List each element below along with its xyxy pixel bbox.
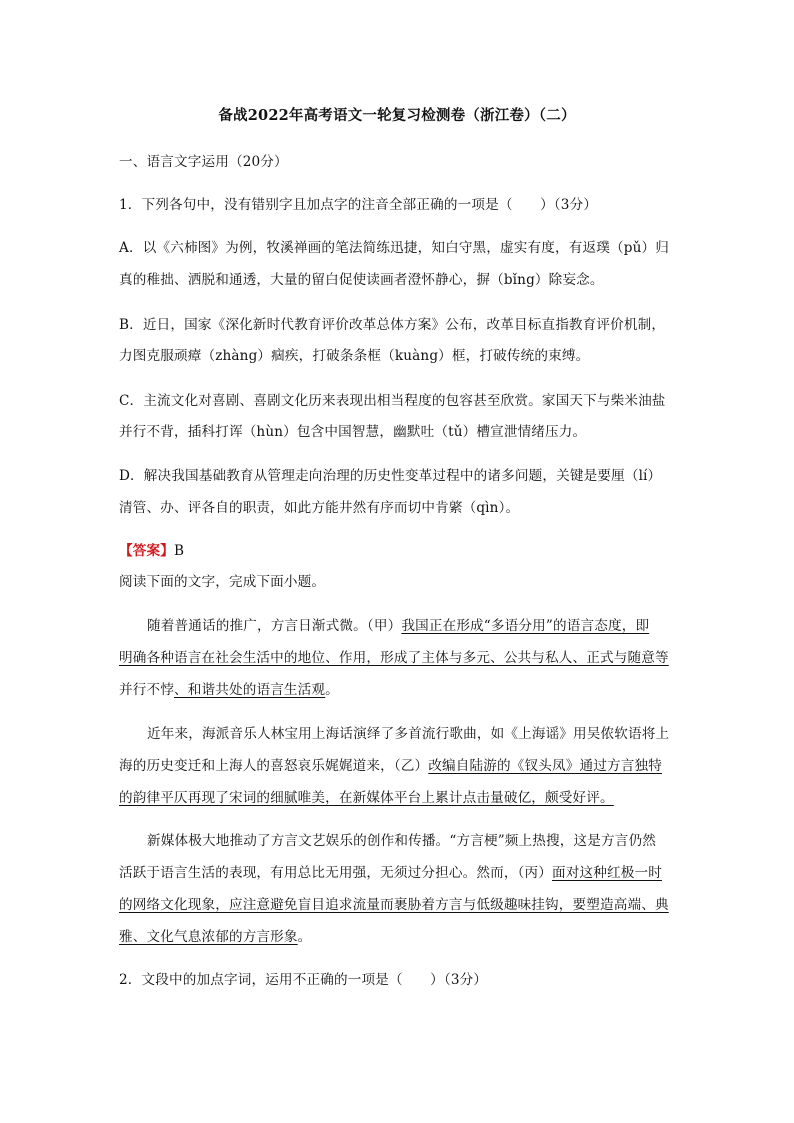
underlined-sentence-a: 我国正在形成“多语分用”的语言态度，即 [401, 618, 650, 634]
paragraph-2-line-2 [119, 754, 662, 774]
underlined-sentence-b-cont: 的韵律平仄再现了宋词的细腻唯美，在新媒体平台上累计点击量破亿，颇受好评。 [119, 790, 614, 806]
paragraph-1-line-3 [119, 678, 339, 698]
answer-label: 【答案】 [119, 543, 174, 559]
answer-line [119, 539, 184, 559]
paragraph-1-period: 。 [325, 682, 339, 698]
page-title: 备战2022年高考语文一轮复习检测卷（浙江卷）（二） [218, 107, 576, 124]
option-b-line-1: B．近日，国家《深化新时代教育评价改革总体方案》公布，改革目标直指教育评价机制， [119, 317, 666, 333]
paragraph-1-text-2: 并行不悖 [119, 682, 174, 698]
paragraph-3-line-4 [119, 925, 311, 945]
paragraph-2-line-1: 近年来，海派音乐人林宝用上海话演绎了多首流行歌曲，如《上海谣》用吴侬软语将上 [147, 726, 670, 742]
paragraph-3-period: 。 [297, 929, 312, 945]
option-d-line-1: D．解决我国基础教育从管理走向治理的历史性变革过程中的诸多问题，关键是要厘（lí） [119, 468, 662, 484]
paragraph-1-line-1 [147, 614, 649, 634]
option-a-line-1: A．以《六柿图》为例，牧溪禅画的笔法简练迅捷，知白守黑，虚实有度，有返璞（pǔ）归 [119, 240, 669, 256]
underlined-sentence-c-cont: 的网络文化现象，应注意避免盲目追求流量而裹胁着方言与低级趣味挂钩，要塑造高端、典 [119, 897, 669, 913]
question-2-stem: 2．文段中的加点字词，运用不正确的一项是（ ）（3分） [119, 972, 488, 988]
underlined-sentence-c: 面对这种红极一时 [552, 865, 662, 881]
underlined-sentence-c-end: 雅、文化气息浓郁的方言形象 [119, 929, 298, 945]
option-b-line-2: 力图克服顽瘴（zhàng）痼疾，打破条条框（kuàng）框，打破传统的束缚。 [119, 348, 590, 364]
paragraph-1-line-2 [119, 646, 669, 666]
paragraph-3-line-2 [119, 861, 662, 881]
paragraph-1-text: 随着普通话的推广，方言日渐式微。（甲） [147, 618, 402, 634]
underlined-sentence-b: 改编自陆游的《钗头凤》通过方言独特 [428, 758, 662, 774]
answer-value: B [173, 543, 185, 559]
paragraph-3-text: 活跃于语言生活的表现，有用总比无用强，无须过分担心。然而，（丙） [119, 865, 552, 881]
option-c-line-1: C．主流文化对喜剧、喜剧文化历来表现出相当程度的包容甚至欣赏。家国天下与柴米油盐 [119, 393, 666, 409]
paragraph-2-text: 海的历史变迁和上海人的喜怒哀乐娓娓道来，（乙） [119, 758, 429, 774]
underlined-sentence-a-cont: 明确各种语言在社会生活中的地位、作用，形成了主体与多元、公共与私人、正式与随意等 [119, 650, 669, 666]
option-c-line-2: 并行不背，插科打诨（hùn）包含中国智慧，幽默吐（tǔ）槽宣泄情绪压力。 [119, 424, 587, 440]
paragraph-3-line-3 [119, 893, 669, 913]
option-d-line-2: 清管、办、评各自的职责，如此方能井然有序而切中肯綮（qìn）。 [119, 500, 520, 516]
paragraph-2-line-3 [119, 786, 614, 806]
underlined-sentence-a-end: 、和谐共处的语言生活观 [173, 682, 326, 698]
option-a-line-2: 真的稚拙、洒脱和通透，大量的留白促使读画者澄怀静心，摒（bǐng）除妄念。 [119, 272, 604, 288]
reading-intro: 阅读下面的文字，完成下面小题。 [119, 574, 326, 590]
section-heading: 一、语言文字运用（20分） [119, 154, 288, 170]
question-1-stem: 1．下列各句中，没有错别字且加点字的注音全部正确的一项是（ ）（3分） [119, 197, 598, 213]
paragraph-3-line-1: 新媒体极大地推动了方言文艺娱乐的创作和传播。“方言梗”频上热搜，这是方言仍然 [147, 833, 656, 849]
